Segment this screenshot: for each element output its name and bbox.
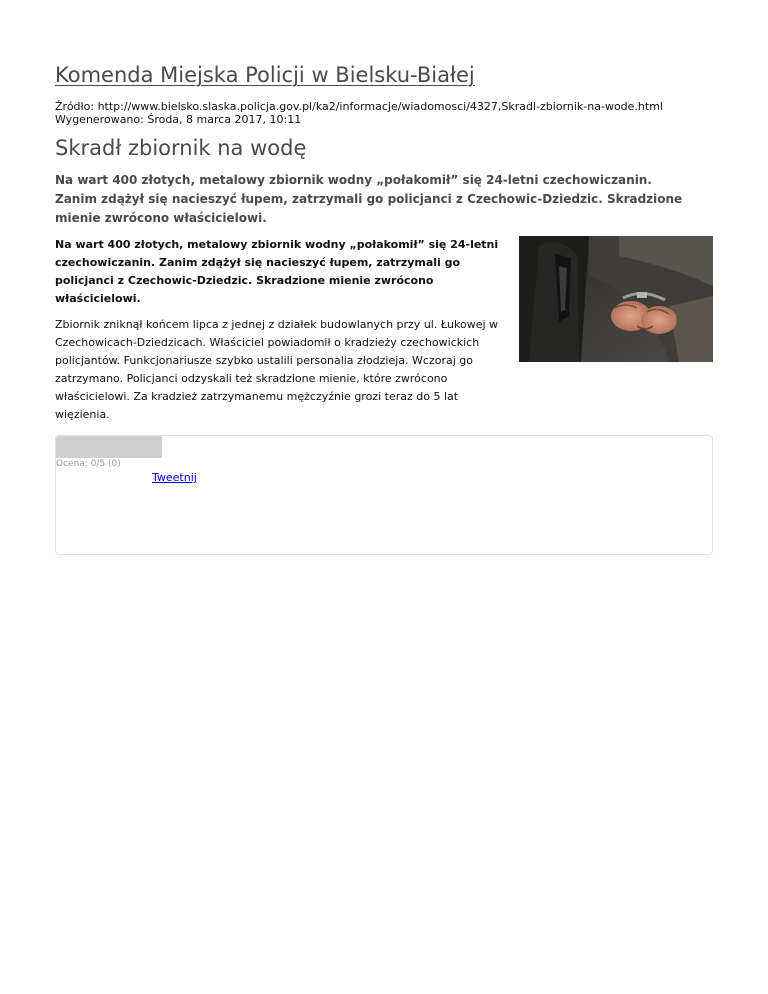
tweet-link[interactable]: Tweetnij <box>152 471 197 484</box>
generated-line: Wygenerowano: Środa, 8 marca 2017, 10:11 <box>55 113 302 126</box>
article-body: Zbiornik zniknął końcem lipca z jednej z działek budowlanych przy ul. Łukowej w Czechowicach-Dziedzicach. Właściciel powiadomił o kradzieży czechowickich policjantów. Funkcjonariusze szybko ustalili personalia złodzieja. Wczoraj go zatrzymano. Policjanci odzyskali też skradzione mienie, które zwrócono właścicielowi. Za kradzież zatrzymanemu mężczyźnie grozi teraz do 5 lat więzienia. <box>55 318 499 421</box>
article-content <box>55 236 715 426</box>
article-photo <box>519 236 713 362</box>
handcuffed-hands-photo <box>519 236 713 362</box>
rating-stars-bar[interactable] <box>56 436 162 458</box>
rating-text: Ocena: 0/5 (0) <box>56 459 121 469</box>
document-meta <box>55 100 715 126</box>
site-title: Komenda Miejska Policji w Bielsku-Białej <box>55 63 475 87</box>
rating-box <box>55 435 713 555</box>
article-text <box>55 236 510 424</box>
article-title: Skradł zbiornik na wodę <box>55 136 307 160</box>
article-intro: Na wart 400 złotych, metalowy zbiornik wodny „połakomił” się 24-letni czechowiczanin. Zanim zdążył się nacieszyć łupem, zatrzymali go policjanci z Czechowic-Dziedzic. Skradzione mienie zwrócono właścicielowi. <box>55 238 499 305</box>
document-page <box>55 62 715 426</box>
article-lead: Na wart 400 złotych, metalowy zbiornik wodny „połakomił” się 24-letni czechowiczanin. Zanim zdążył się nacieszyć łupem, zatrzymali go policjanci z Czechowic-Dziedzic. Skradzione mienie zwrócono właścicielowi. <box>55 173 683 225</box>
source-line: Źródło: http://www.bielsko.slaska.policja.gov.pl/ka2/informacje/wiadomosci/4327,Skradl-zbiornik-na-wode.html <box>55 100 663 113</box>
